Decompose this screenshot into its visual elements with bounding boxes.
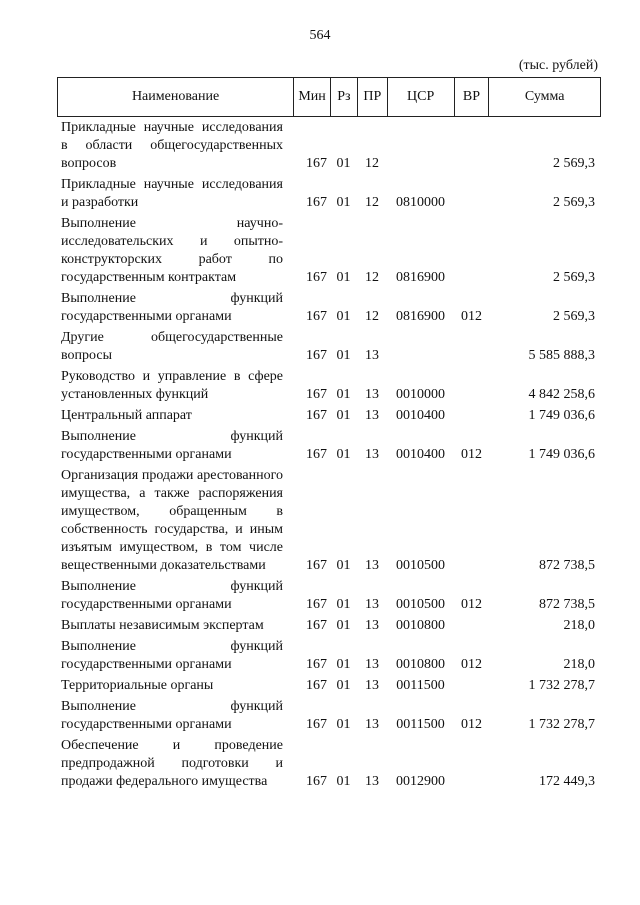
row-vr: 012 (461, 597, 482, 612)
table-row (57, 467, 601, 575)
header-name: Наименование (131, 89, 220, 104)
row-sum: 1 749 036,6 (528, 408, 595, 423)
table-row (57, 176, 601, 212)
row-csr: 0816900 (396, 270, 445, 285)
header-sum: Сумма (488, 78, 600, 116)
row-pr: 12 (365, 270, 379, 285)
row-vr: 012 (461, 657, 482, 672)
row-sum: 1 749 036,6 (528, 447, 595, 462)
row-min: 167 (306, 195, 327, 210)
table-row (57, 638, 601, 674)
row-min: 167 (306, 597, 327, 612)
row-vr: 012 (461, 447, 482, 462)
row-csr: 0011500 (396, 717, 445, 732)
table-header (57, 77, 601, 117)
row-csr: 0012900 (396, 774, 445, 789)
row-name: Центральный аппарат (61, 408, 192, 423)
row-min: 167 (306, 678, 327, 693)
row-min: 167 (306, 657, 327, 672)
row-rz: 01 (336, 678, 351, 693)
row-sum: 5 585 888,3 (528, 348, 595, 363)
row-rz: 01 (336, 309, 351, 324)
table-row (57, 737, 601, 791)
row-pr: 13 (365, 348, 379, 363)
row-rz: 01 (336, 558, 351, 573)
row-sum: 872 738,5 (539, 558, 595, 573)
table-body (57, 117, 601, 791)
row-pr: 13 (365, 447, 379, 462)
row-name: Территориальные органы (61, 678, 214, 693)
row-name: Выполнение научно-исследовательских и опытно-конструкторских работ по государственным контрактам (61, 216, 283, 285)
row-name: Руководство и управление в сфере установленных функций (61, 369, 283, 402)
row-min: 167 (306, 270, 327, 285)
row-rz: 01 (336, 387, 351, 402)
row-pr: 12 (365, 309, 379, 324)
row-pr: 12 (365, 156, 379, 171)
table-row (57, 119, 601, 173)
row-min: 167 (306, 717, 327, 732)
row-csr: 0010000 (396, 387, 445, 402)
table-row (57, 329, 601, 365)
row-sum: 4 842 258,6 (528, 387, 595, 402)
row-name: Выполнение функций государственными органами (61, 291, 283, 324)
row-pr: 13 (365, 558, 379, 573)
row-csr: 0010500 (396, 558, 445, 573)
row-sum: 2 569,3 (553, 270, 595, 285)
table-row (57, 578, 601, 614)
row-name: Выполнение функций государственными органами (61, 579, 283, 612)
row-rz: 01 (336, 657, 351, 672)
table-row (57, 407, 601, 425)
row-csr: 0010400 (396, 408, 445, 423)
row-sum: 2 569,3 (553, 195, 595, 210)
row-min: 167 (306, 348, 327, 363)
row-sum: 1 732 278,7 (528, 717, 595, 732)
header-min: Мин (293, 78, 330, 116)
units-label: (тыс. рублей) (518, 58, 598, 73)
row-csr: 0011500 (396, 678, 445, 693)
row-rz: 01 (336, 618, 351, 633)
row-name: Прикладные научные исследования и разработки (61, 177, 283, 210)
row-vr: 012 (461, 309, 482, 324)
table-row (57, 290, 601, 326)
row-pr: 12 (365, 195, 379, 210)
row-rz: 01 (336, 195, 351, 210)
row-pr: 13 (365, 774, 379, 789)
row-min: 167 (306, 408, 327, 423)
row-min: 167 (306, 387, 327, 402)
row-name: Выполнение функций государственными органами (61, 429, 283, 462)
row-sum: 218,0 (563, 657, 595, 672)
row-csr: 0010500 (396, 597, 445, 612)
row-rz: 01 (336, 597, 351, 612)
row-sum: 872 738,5 (539, 597, 595, 612)
row-vr: 012 (461, 717, 482, 732)
row-min: 167 (306, 447, 327, 462)
row-name: Прикладные научные исследования в области общегосударственных вопросов (61, 120, 283, 171)
row-pr: 13 (365, 678, 379, 693)
row-min: 167 (306, 558, 327, 573)
row-sum: 2 569,3 (553, 156, 595, 171)
row-min: 167 (306, 156, 327, 171)
row-name: Выполнение функций государственными органами (61, 639, 283, 672)
row-rz: 01 (336, 447, 351, 462)
row-name: Другие общегосударственные вопросы (61, 330, 283, 363)
table-row (57, 698, 601, 734)
row-rz: 01 (336, 408, 351, 423)
header-rz: Рз (330, 78, 357, 116)
row-min: 167 (306, 309, 327, 324)
row-rz: 01 (336, 774, 351, 789)
row-pr: 13 (365, 597, 379, 612)
row-name: Обеспечение и проведение предпродажной подготовки и продажи федерального имущества (61, 738, 283, 789)
row-rz: 01 (336, 717, 351, 732)
row-name: Организация продажи арестованного имущества, а также распоряжения имуществом, обращенным в собственность государства, и иным изъятым имуществом, в том числе вещественными доказательствами (61, 468, 283, 573)
table-row (57, 617, 601, 635)
header-pr: ПР (357, 78, 387, 116)
row-csr: 0010400 (396, 447, 445, 462)
row-sum: 218,0 (563, 618, 595, 633)
table-row (57, 428, 601, 464)
row-name: Выплаты независимым экспертам (61, 618, 264, 633)
page-number: 564 (309, 28, 331, 43)
table-row (57, 368, 601, 404)
row-csr: 0010800 (396, 618, 445, 633)
row-rz: 01 (336, 270, 351, 285)
table-row (57, 677, 601, 695)
row-pr: 13 (365, 717, 379, 732)
row-pr: 13 (365, 618, 379, 633)
row-pr: 13 (365, 387, 379, 402)
header-csr: ЦСР (387, 78, 454, 116)
budget-table (57, 77, 601, 791)
row-name: Выполнение функций государственными органами (61, 699, 283, 732)
row-sum: 172 449,3 (539, 774, 595, 789)
row-rz: 01 (336, 348, 351, 363)
table-row (57, 215, 601, 287)
row-pr: 13 (365, 408, 379, 423)
row-csr: 0010800 (396, 657, 445, 672)
row-min: 167 (306, 618, 327, 633)
row-sum: 2 569,3 (553, 309, 595, 324)
row-csr: 0816900 (396, 309, 445, 324)
row-rz: 01 (336, 156, 351, 171)
header-vr: ВР (454, 78, 489, 116)
row-pr: 13 (365, 657, 379, 672)
row-min: 167 (306, 774, 327, 789)
row-sum: 1 732 278,7 (528, 678, 595, 693)
row-csr: 0810000 (396, 195, 445, 210)
